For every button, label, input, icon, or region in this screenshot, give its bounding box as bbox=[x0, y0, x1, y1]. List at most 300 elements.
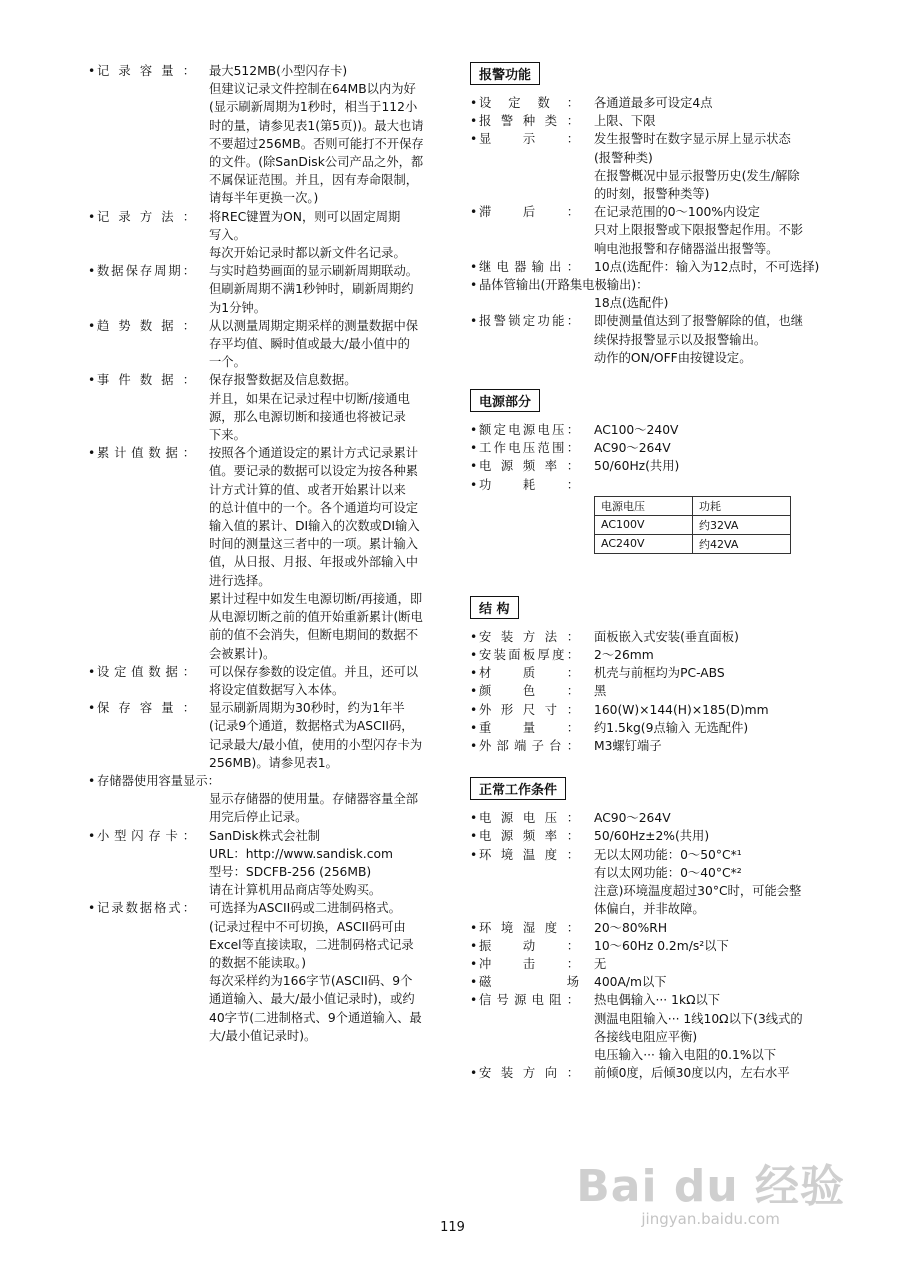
spec-value-line: 的文件。(除SanDisk公司产品之外，都 bbox=[209, 155, 424, 170]
spec-value-line: 每次采样约为166字节(ASCII码、9个 bbox=[209, 974, 413, 989]
bullet-icon: • bbox=[470, 829, 478, 844]
bullet-icon: • bbox=[470, 96, 478, 110]
spec-label bbox=[470, 955, 594, 973]
spec-value-line: 2～26mm bbox=[594, 648, 654, 663]
spec-label bbox=[470, 1064, 594, 1082]
bullet-icon: • bbox=[470, 993, 478, 1008]
spec-label bbox=[88, 62, 209, 208]
spec-value-line: 累计过程中如发生电源切断/再接通，即 bbox=[209, 591, 423, 606]
spec-value bbox=[220, 772, 440, 790]
bullet-icon: • bbox=[88, 209, 96, 224]
spec-item bbox=[88, 444, 440, 662]
spec-value-line: 10～60Hz 0.2m/s²以下 bbox=[594, 938, 729, 953]
spec-label bbox=[470, 439, 594, 457]
spec-label-text: 滞后： bbox=[479, 205, 579, 220]
spec-value-line: (报警种类) bbox=[594, 150, 653, 165]
spec-label-text: 设定值数据： bbox=[97, 664, 195, 679]
spec-label-text: 外部端子台： bbox=[479, 739, 579, 754]
spec-value bbox=[209, 317, 440, 372]
spec-value bbox=[209, 699, 440, 772]
spec-value bbox=[594, 94, 830, 112]
spec-label-text: 颜色： bbox=[479, 684, 579, 699]
spec-value bbox=[594, 628, 830, 646]
spec-label-text: 记录方法： bbox=[97, 209, 195, 224]
bullet-icon: • bbox=[88, 664, 96, 679]
spec-label-text: 电源频率： bbox=[479, 829, 579, 844]
spec-value-line: SanDisk株式会社制 bbox=[209, 828, 321, 843]
spec-value-line: 值。要记录的数据可以设定为按各种累 bbox=[209, 464, 419, 479]
bullet-icon: • bbox=[470, 975, 478, 990]
spec-label-text: 存储器使用容量显示： bbox=[97, 773, 220, 788]
spec-value-line: URL：http://www.sandisk.com bbox=[209, 846, 393, 861]
spec-value bbox=[209, 790, 440, 826]
spec-label-text: 安装面板厚度： bbox=[479, 648, 579, 663]
spec-value-line: 约1.5kg(9点输入 无选配件) bbox=[594, 720, 749, 735]
spec-value-line: 时的量，请参见表1(第5页))。最大也请 bbox=[209, 118, 424, 133]
spec-value bbox=[594, 203, 830, 258]
bullet-icon: • bbox=[88, 701, 96, 716]
spec-label-text: 趋势数据： bbox=[97, 318, 195, 333]
spec-label bbox=[470, 112, 594, 130]
spec-value bbox=[594, 991, 830, 1064]
spec-value-line: 每次开始记录时都以新文件名记录。 bbox=[209, 246, 406, 261]
spec-label-text: 外形尺寸： bbox=[479, 702, 579, 717]
structure-header: 结 构 bbox=[470, 596, 519, 619]
spec-label-text: 记录容量： bbox=[97, 64, 195, 78]
spec-item bbox=[88, 663, 440, 699]
spec-label bbox=[470, 809, 594, 827]
spec-value-line: 但建议记录文件控制在64MB以内为好 bbox=[209, 82, 416, 97]
spec-value-line: 保存报警数据及信息数据。 bbox=[209, 373, 357, 388]
spec-value-line: 上限、下限 bbox=[594, 114, 656, 129]
spec-value bbox=[209, 262, 440, 317]
spec-value bbox=[594, 701, 830, 719]
table-cell: 约32VA bbox=[693, 515, 791, 534]
spec-value-line: 显示存储器的使用量。存储器容量全部 bbox=[209, 792, 419, 807]
spec-item bbox=[88, 699, 440, 772]
spec-value-line: 在记录范围的0～100%内设定 bbox=[594, 205, 760, 220]
spec-item bbox=[470, 919, 830, 937]
spec-label-text: 安装方法： bbox=[479, 629, 579, 644]
table-cell: 约42VA bbox=[693, 534, 791, 553]
spec-label-text: 重量： bbox=[479, 720, 579, 735]
spec-label bbox=[470, 991, 594, 1064]
spec-value-line: 可选择为ASCII码或二进制码格式。 bbox=[209, 901, 401, 916]
spec-value bbox=[209, 371, 440, 444]
spec-label bbox=[88, 262, 209, 317]
spec-label-text: 环境温度： bbox=[479, 847, 579, 862]
spec-label bbox=[88, 699, 209, 772]
spec-value bbox=[594, 664, 830, 682]
bullet-icon: • bbox=[88, 318, 96, 333]
spec-value-line: 160(W)×144(H)×185(D)mm bbox=[594, 702, 769, 717]
spec-value bbox=[209, 208, 440, 263]
spec-label-text: 累计值数据： bbox=[97, 446, 195, 461]
spec-label bbox=[470, 276, 648, 294]
table-header-cell: 电源电压 bbox=[595, 496, 693, 515]
spec-value-line: 50/60Hz±2%(共用) bbox=[594, 829, 710, 844]
spec-value-line: 时间的测量这三者中的一项。累计输入 bbox=[209, 537, 419, 552]
spec-value-line: 测温电阻输入··· 1线10Ω以下(3线式的 bbox=[594, 1011, 803, 1026]
bullet-icon: • bbox=[88, 264, 96, 279]
spec-label bbox=[88, 317, 209, 372]
spec-value-line: 10点(选配件：输入为12点时，不可选择) bbox=[594, 259, 820, 274]
power-header: 电源部分 bbox=[470, 389, 540, 412]
spec-value-line: 通道输入、最大/最小值记录时)，或约 bbox=[209, 992, 415, 1007]
spec-label-text: 设定数： bbox=[479, 96, 579, 110]
spec-value bbox=[594, 937, 830, 955]
spec-item bbox=[470, 991, 830, 1064]
table-cell: AC240V bbox=[595, 534, 693, 553]
spec-value-line: 请每半年更换一次。) bbox=[209, 191, 319, 206]
spec-item bbox=[470, 457, 830, 475]
spec-label bbox=[470, 646, 594, 664]
spec-label bbox=[470, 827, 594, 845]
spec-label bbox=[470, 737, 594, 755]
spec-item bbox=[470, 294, 830, 312]
spec-value-line: 写入。 bbox=[209, 227, 246, 242]
power-section bbox=[470, 389, 830, 554]
bullet-icon: • bbox=[88, 373, 96, 388]
spec-value bbox=[594, 973, 830, 991]
spec-value-line: 注意)环境温度超过30°C时，可能会整 bbox=[594, 884, 802, 899]
spec-value-line: 无 bbox=[594, 956, 607, 971]
bullet-icon: • bbox=[470, 938, 478, 953]
spec-item bbox=[470, 276, 830, 294]
spec-label-text: 冲击： bbox=[479, 956, 579, 971]
bullet-icon: • bbox=[470, 459, 478, 474]
spec-label bbox=[88, 444, 209, 662]
watermark-brand: Bai du 经验 bbox=[576, 1161, 845, 1212]
conditions-header: 正常工作条件 bbox=[470, 777, 566, 800]
spec-label bbox=[470, 94, 594, 112]
spec-value-line: 从电源切断之前的值开始重新累计(断电 bbox=[209, 610, 423, 625]
spec-item bbox=[470, 646, 830, 664]
spec-value-line: 即使测量值达到了报警解除的值，也继 bbox=[594, 314, 804, 329]
spec-value-line: 热电偶输入··· 1kΩ以下 bbox=[594, 993, 721, 1008]
spec-value bbox=[594, 646, 830, 664]
spec-item bbox=[88, 827, 440, 900]
spec-value-line: 50/60Hz(共用) bbox=[594, 459, 680, 474]
spec-value bbox=[594, 439, 830, 457]
spec-label-text: 电源电压： bbox=[479, 811, 579, 826]
spec-value-line: 机壳与前框均为PC-ABS bbox=[594, 666, 725, 681]
spec-value-line: 黑 bbox=[594, 684, 607, 699]
spec-label bbox=[470, 312, 594, 367]
spec-value bbox=[209, 663, 440, 699]
spec-value-line: 发生报警时在数字显示屏上显示状态 bbox=[594, 132, 791, 147]
spec-value bbox=[594, 846, 830, 919]
bullet-icon: • bbox=[470, 314, 478, 329]
spec-value-line: 与实时趋势画面的显示刷新周期联动。 bbox=[209, 264, 419, 279]
spec-value bbox=[594, 130, 830, 203]
spec-label bbox=[470, 457, 594, 475]
watermark bbox=[576, 1150, 845, 1228]
spec-label-text: 电源频率： bbox=[479, 459, 579, 474]
spec-value bbox=[594, 312, 830, 367]
spec-value-line: 计方式计算的值、或者开始累计以来 bbox=[209, 482, 406, 497]
spec-label bbox=[470, 421, 594, 439]
spec-label-text: 报警种类： bbox=[479, 114, 579, 129]
conditions-section bbox=[470, 777, 830, 1082]
spec-item bbox=[470, 203, 830, 258]
spec-label-text: 安装方向： bbox=[479, 1066, 579, 1081]
spec-value-line: Excel等直接读取，二进制码格式记录 bbox=[209, 937, 414, 952]
spec-label-text: 信号源电阻： bbox=[479, 993, 579, 1008]
spec-value-line: 请在计算机用品商店等处购买。 bbox=[209, 883, 382, 898]
bullet-icon: • bbox=[470, 259, 478, 274]
bullet-icon: • bbox=[470, 278, 478, 293]
table-cell: AC100V bbox=[595, 515, 693, 534]
spec-value-line: 40字节(二进制格式、9个通道输入、最 bbox=[209, 1010, 422, 1025]
spec-value bbox=[209, 444, 440, 662]
spec-item bbox=[470, 1064, 830, 1082]
spec-value bbox=[209, 827, 440, 900]
spec-label bbox=[88, 371, 209, 444]
spec-label bbox=[88, 663, 209, 699]
spec-value-line: 值，从日报、月报、年报或外部输入中 bbox=[209, 555, 419, 570]
spec-label bbox=[470, 203, 594, 258]
spec-label bbox=[470, 664, 594, 682]
spec-item bbox=[470, 701, 830, 719]
spec-item bbox=[470, 719, 830, 737]
spec-label bbox=[470, 258, 594, 276]
spec-value bbox=[594, 919, 830, 937]
spec-item bbox=[88, 208, 440, 263]
spec-item bbox=[470, 312, 830, 367]
watermark-url: jingyan.baidu.com bbox=[641, 1210, 780, 1228]
spec-label-text: 小型闪存卡： bbox=[97, 828, 195, 843]
spec-value-line: 体偏白，并非故障。 bbox=[594, 902, 705, 917]
spec-label bbox=[88, 208, 209, 263]
spec-value-line: 进行选择。 bbox=[209, 573, 271, 588]
spec-item bbox=[470, 664, 830, 682]
spec-item bbox=[470, 846, 830, 919]
spec-value-line: 但刷新周期不满1秒钟时，刷新周期约 bbox=[209, 282, 414, 297]
spec-value-line: 并且，如果在记录过程中切断/接通电 bbox=[209, 391, 410, 406]
spec-value-line: (显示刷新周期为1秒时，相当于112小 bbox=[209, 100, 418, 115]
bullet-icon: • bbox=[470, 629, 478, 644]
spec-item bbox=[470, 628, 830, 646]
spec-value bbox=[594, 827, 830, 845]
spec-value bbox=[209, 899, 440, 1045]
bullet-icon: • bbox=[470, 920, 478, 935]
spec-value-line: 为1分钟。 bbox=[209, 300, 267, 315]
spec-item bbox=[470, 476, 830, 494]
spec-label bbox=[470, 130, 594, 203]
spec-value-line: 最大512MB(小型闪存卡) bbox=[209, 64, 348, 78]
spec-label bbox=[470, 937, 594, 955]
spec-value-line: 一个。 bbox=[209, 355, 246, 370]
spec-item bbox=[470, 809, 830, 827]
right-column bbox=[470, 62, 830, 1082]
bullet-icon: • bbox=[470, 648, 478, 663]
spec-value-line: 源，那么电源切断和接通也将被记录 bbox=[209, 409, 406, 424]
spec-value bbox=[594, 955, 830, 973]
spec-label bbox=[88, 772, 220, 790]
spec-label-text: 事件数据： bbox=[97, 373, 195, 388]
spec-value-line: 存平均值、瞬时值或最大/最小值中的 bbox=[209, 337, 410, 352]
spec-item bbox=[470, 827, 830, 845]
spec-value-line: 大/最小值记录时)。 bbox=[209, 1028, 317, 1043]
spec-item bbox=[88, 62, 440, 208]
spec-value bbox=[594, 1064, 830, 1082]
spec-label bbox=[470, 476, 594, 494]
bullet-icon: • bbox=[88, 446, 96, 461]
bullet-icon: • bbox=[88, 828, 96, 843]
spec-value-line: 按照各个通道设定的累计方式记录累计 bbox=[209, 446, 419, 461]
spec-value-line: 各接线电阻应平衡) bbox=[594, 1029, 698, 1044]
left-column bbox=[88, 62, 440, 1045]
spec-label-text: 材质： bbox=[479, 666, 579, 681]
bullet-icon: • bbox=[88, 901, 96, 916]
spec-value bbox=[594, 719, 830, 737]
spec-value bbox=[594, 294, 830, 312]
bullet-icon: • bbox=[470, 477, 478, 492]
spec-value bbox=[594, 457, 830, 475]
spec-item bbox=[88, 790, 440, 826]
bullet-icon: • bbox=[470, 132, 478, 147]
spec-value bbox=[209, 62, 440, 208]
spec-item bbox=[88, 772, 440, 790]
spec-value-line: 下来。 bbox=[209, 428, 246, 443]
spec-value-line: 256MB)。请参见表1。 bbox=[209, 755, 338, 770]
spec-value-line: AC90～264V bbox=[594, 441, 671, 456]
spec-value-line: 不要超过256MB。否则可能打不开保存 bbox=[209, 136, 424, 151]
spec-item bbox=[470, 439, 830, 457]
spec-value-line: 无以太网功能：0～50°C*¹ bbox=[594, 847, 742, 862]
bullet-icon: • bbox=[470, 666, 478, 681]
spec-label bbox=[470, 294, 594, 312]
spec-value-line: 电压输入··· 输入电阻的0.1%以下 bbox=[594, 1047, 777, 1062]
spec-label bbox=[470, 719, 594, 737]
spec-label-text: 工作电压范围： bbox=[479, 441, 579, 456]
spec-value bbox=[594, 421, 830, 439]
spec-label-text: 保存容量： bbox=[97, 701, 195, 716]
bullet-icon: • bbox=[470, 811, 478, 826]
spec-item bbox=[470, 937, 830, 955]
spec-label bbox=[88, 790, 209, 826]
spec-value-line: 的总计值中的一个。各个通道均可设定 bbox=[209, 500, 419, 515]
bullet-icon: • bbox=[470, 205, 478, 220]
spec-value-line: 用完后停止记录。 bbox=[209, 810, 308, 825]
structure-section bbox=[470, 596, 830, 755]
bullet-icon: • bbox=[88, 773, 96, 788]
spec-item bbox=[88, 262, 440, 317]
spec-label-text: 振动： bbox=[479, 938, 579, 953]
spec-value bbox=[594, 258, 830, 276]
spec-value-line: (记录9个通道，数据格式为ASCII码， bbox=[209, 719, 414, 734]
spec-value-line: M3螺钉端子 bbox=[594, 739, 662, 754]
spec-label-text: 继电器输出： bbox=[479, 259, 579, 274]
bullet-icon: • bbox=[470, 684, 478, 699]
spec-value-line: 前的值不会消失，但断电期间的数据不 bbox=[209, 628, 419, 643]
spec-value-line: 面板嵌入式安装(垂直面板) bbox=[594, 629, 739, 644]
spec-value-line: 可以保存参数的设定值。并且，还可以 bbox=[209, 664, 419, 679]
spec-label-text: 功耗： bbox=[479, 477, 579, 492]
spec-label bbox=[470, 628, 594, 646]
spec-item bbox=[470, 112, 830, 130]
bullet-icon: • bbox=[470, 739, 478, 754]
spec-item bbox=[88, 371, 440, 444]
alarm-header: 报警功能 bbox=[470, 62, 540, 85]
spec-label bbox=[470, 701, 594, 719]
spec-value-line: 会被累计)。 bbox=[209, 646, 276, 661]
spec-value bbox=[594, 809, 830, 827]
spec-label-text: 额定电源电压： bbox=[479, 423, 579, 438]
table-header-cell: 功耗 bbox=[693, 496, 791, 515]
spec-value-line: 在报警概况中显示报警历史(发生/解除 bbox=[594, 168, 800, 183]
spec-value-line: AC100～240V bbox=[594, 423, 679, 438]
bullet-icon: • bbox=[470, 702, 478, 717]
spec-value-line: 不属保证范围。并且，因有寿命限制， bbox=[209, 173, 419, 188]
spec-value-line: 的时刻，报警种类等) bbox=[594, 187, 710, 202]
page-number: 119 bbox=[440, 1220, 465, 1235]
bullet-icon: • bbox=[470, 114, 478, 129]
spec-value-line: 各通道最多可设定4点 bbox=[594, 96, 713, 110]
spec-value bbox=[594, 476, 830, 494]
spec-label-text: 数据保存周期： bbox=[97, 264, 195, 279]
spec-item bbox=[470, 737, 830, 755]
bullet-icon: • bbox=[88, 64, 96, 78]
spec-value-line: 将设定值数据写入本体。 bbox=[209, 682, 345, 697]
spec-label-text: 晶体管输出(开路集电极输出)： bbox=[479, 278, 649, 293]
spec-value-line: 只对上限报警或下限报警起作用。不影 bbox=[594, 223, 804, 238]
spec-label-text: 报警锁定功能： bbox=[479, 314, 579, 329]
spec-item bbox=[470, 258, 830, 276]
bullet-icon: • bbox=[470, 1066, 478, 1081]
spec-item bbox=[470, 94, 830, 112]
spec-value-line: 续保持报警显示以及报警输出。 bbox=[594, 332, 767, 347]
spec-value-line: 将REC键置为ON，则可以固定周期 bbox=[209, 209, 401, 224]
spec-value-line: 从以测量周期定期采样的测量数据中保 bbox=[209, 318, 419, 333]
spec-label-text: 磁场 bbox=[479, 975, 579, 990]
spec-item bbox=[470, 421, 830, 439]
bullet-icon: • bbox=[470, 956, 478, 971]
spec-value-line: 400A/m以下 bbox=[594, 975, 667, 990]
spec-label-text: 环境湿度： bbox=[479, 920, 579, 935]
spec-value-line: 动作的ON/OFF由按键设定。 bbox=[594, 350, 752, 365]
spec-label bbox=[470, 846, 594, 919]
spec-value-line: 输入值的累计、DI输入的次数或DI输入 bbox=[209, 519, 420, 534]
spec-item bbox=[470, 682, 830, 700]
alarm-section bbox=[470, 62, 830, 367]
spec-item bbox=[470, 130, 830, 203]
spec-label bbox=[470, 682, 594, 700]
bullet-icon: • bbox=[470, 441, 478, 456]
spec-value bbox=[594, 737, 830, 755]
bullet-icon: • bbox=[470, 847, 478, 862]
spec-item bbox=[470, 973, 830, 991]
spec-value-line: 记录最大/最小值，使用的小型闪存卡为 bbox=[209, 737, 423, 752]
spec-value-line: (记录过程中不可切换，ASCII码可由 bbox=[209, 919, 406, 934]
spec-label bbox=[470, 919, 594, 937]
bullet-icon: • bbox=[470, 423, 478, 438]
spec-item bbox=[88, 317, 440, 372]
spec-value-line: AC90～264V bbox=[594, 811, 671, 826]
spec-value bbox=[594, 112, 830, 130]
spec-value-line: 型号：SDCFB-256 (256MB) bbox=[209, 864, 372, 879]
spec-label-text: 记录数据格式： bbox=[97, 901, 195, 916]
spec-item bbox=[88, 899, 440, 1045]
spec-value-line: 前倾0度，后倾30度以内，左右水平 bbox=[594, 1066, 790, 1081]
spec-item bbox=[470, 955, 830, 973]
spec-value bbox=[648, 276, 830, 294]
power-consumption-table bbox=[594, 496, 791, 554]
bullet-icon: • bbox=[470, 720, 478, 735]
spec-value-line: 的数据不能读取。) bbox=[209, 955, 307, 970]
spec-value-line: 18点(选配件) bbox=[594, 296, 669, 311]
